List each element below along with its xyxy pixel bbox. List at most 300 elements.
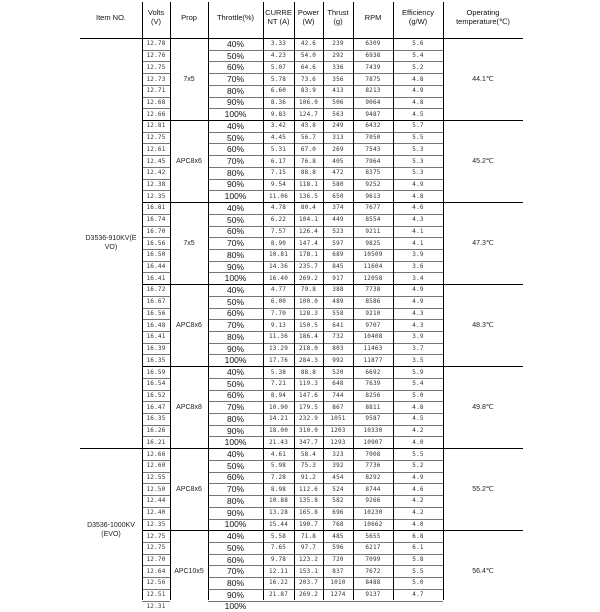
row-divider bbox=[208, 50, 443, 51]
column-divider bbox=[393, 2, 394, 600]
cell-volts: 12.75 bbox=[146, 134, 166, 142]
cell-rpm: 8488 bbox=[365, 579, 381, 587]
cell-efficiency: 5.3 bbox=[412, 145, 424, 153]
row-divider bbox=[208, 577, 443, 578]
cell-power: 91.2 bbox=[300, 473, 317, 481]
cell-rpm: 7875 bbox=[365, 75, 381, 83]
cell-thrust: 563 bbox=[332, 110, 344, 118]
cell-current: 5.07 bbox=[270, 63, 287, 71]
cell-efficiency: 3.6 bbox=[412, 263, 424, 271]
cell-rpm: 8256 bbox=[365, 391, 381, 399]
cell-power: 186.4 bbox=[298, 333, 319, 341]
cell-current: 21.43 bbox=[268, 438, 289, 446]
cell-thrust: 1274 bbox=[330, 591, 346, 599]
cell-current: 5.98 bbox=[270, 462, 287, 470]
cell-current: 14.36 bbox=[268, 263, 289, 271]
cell-efficiency: 4.6 bbox=[412, 485, 424, 493]
cell-volts: 16.35 bbox=[146, 356, 166, 364]
row-divider bbox=[208, 472, 443, 473]
cell-throttle: 80% bbox=[226, 85, 244, 96]
row-divider bbox=[142, 565, 170, 566]
cell-current: 9.78 bbox=[270, 556, 287, 564]
cell-throttle: 50% bbox=[226, 132, 244, 143]
cell-volts: 16.41 bbox=[146, 274, 166, 282]
cell-throttle: 40% bbox=[226, 120, 244, 131]
cell-throttle: 80% bbox=[226, 495, 244, 506]
cell-thrust: 580 bbox=[332, 180, 344, 188]
cell-power: 165.8 bbox=[298, 509, 319, 517]
cell-power: 232.9 bbox=[298, 415, 319, 423]
cell-rpm: 5655 bbox=[365, 532, 381, 540]
cell-rpm: 8375 bbox=[365, 169, 381, 177]
cell-throttle: 90% bbox=[226, 589, 244, 600]
cell-thrust: 249 bbox=[332, 122, 344, 130]
cell-current: 21.87 bbox=[268, 591, 289, 599]
row-divider bbox=[208, 436, 443, 437]
cell-current: 13.29 bbox=[268, 345, 289, 353]
cell-thrust: 696 bbox=[332, 509, 344, 517]
cell-power: 106.0 bbox=[298, 98, 319, 106]
cell-power: 123.2 bbox=[298, 556, 319, 564]
cell-efficiency: 4.3 bbox=[412, 216, 424, 224]
row-divider bbox=[208, 132, 443, 133]
cell-efficiency: 4.8 bbox=[412, 98, 424, 106]
cell-power: 54.0 bbox=[300, 52, 317, 60]
cell-thrust: 768 bbox=[332, 520, 344, 528]
cell-power: 104.1 bbox=[298, 216, 319, 224]
column-divider bbox=[323, 2, 324, 600]
cell-power: 88.8 bbox=[300, 368, 317, 376]
column-divider bbox=[294, 2, 295, 600]
cell-efficiency: 4.5 bbox=[412, 415, 424, 423]
cell-power: 153.1 bbox=[298, 567, 319, 575]
cell-volts: 12.70 bbox=[146, 556, 166, 564]
cell-power: 235.7 bbox=[298, 263, 319, 271]
cell-throttle: 90% bbox=[226, 97, 244, 108]
row-divider bbox=[142, 261, 170, 262]
row-divider bbox=[142, 519, 170, 520]
cell-volts: 16.48 bbox=[146, 321, 166, 329]
cell-volts: 16.39 bbox=[146, 345, 166, 353]
header-efficiency: Efficiency (g/W) bbox=[402, 8, 434, 26]
row-divider bbox=[208, 179, 443, 180]
cell-current: 16.40 bbox=[268, 274, 289, 282]
cell-current: 10.90 bbox=[268, 403, 289, 411]
cell-thrust: 689 bbox=[332, 251, 344, 259]
cell-thrust: 744 bbox=[332, 391, 344, 399]
cell-thrust: 405 bbox=[332, 157, 344, 165]
cell-throttle: 70% bbox=[226, 238, 244, 249]
cell-rpm: 7639 bbox=[365, 380, 381, 388]
row-divider bbox=[208, 85, 443, 86]
cell-efficiency: 4.6 bbox=[412, 204, 424, 212]
row-divider bbox=[142, 308, 170, 309]
cell-volts: 12.35 bbox=[146, 192, 166, 200]
cell-throttle: 60% bbox=[226, 390, 244, 401]
motor-item-label: D3536-910KV(EVO) bbox=[85, 235, 137, 252]
row-divider bbox=[208, 390, 443, 391]
cell-volts: 16.59 bbox=[146, 368, 166, 376]
operating-temperature-value: 47.3℃ bbox=[472, 239, 494, 247]
row-divider bbox=[142, 354, 170, 355]
cell-thrust: 558 bbox=[332, 309, 344, 317]
row-divider bbox=[208, 519, 443, 520]
header-operating-temperature: Operating temperature(℃) bbox=[456, 8, 510, 26]
row-divider bbox=[142, 319, 170, 320]
cell-current: 4.78 bbox=[270, 204, 287, 212]
row-divider bbox=[208, 425, 443, 426]
cell-throttle: 100% bbox=[224, 273, 247, 284]
cell-volts: 12.64 bbox=[146, 567, 166, 575]
cell-thrust: 413 bbox=[332, 87, 344, 95]
cell-rpm: 8213 bbox=[365, 87, 381, 95]
cell-rpm: 11877 bbox=[363, 356, 383, 364]
row-divider bbox=[208, 97, 443, 98]
cell-rpm: 6692 bbox=[365, 368, 381, 376]
cell-throttle: 100% bbox=[224, 601, 247, 612]
cell-current: 7.57 bbox=[270, 227, 287, 235]
cell-rpm: 6938 bbox=[365, 52, 381, 60]
column-divider bbox=[263, 2, 264, 600]
group-divider bbox=[142, 202, 523, 203]
cell-volts: 12.55 bbox=[146, 473, 166, 481]
cell-power: 135.8 bbox=[298, 497, 319, 505]
cell-rpm: 7672 bbox=[365, 567, 381, 575]
row-divider bbox=[208, 354, 443, 355]
cell-current: 3.33 bbox=[270, 40, 287, 48]
cell-efficiency: 4.9 bbox=[412, 298, 424, 306]
row-divider bbox=[142, 343, 170, 344]
cell-current: 7.15 bbox=[270, 169, 287, 177]
cell-efficiency: 4.0 bbox=[412, 438, 424, 446]
cell-efficiency: 5.3 bbox=[412, 157, 424, 165]
cell-volts: 16.56 bbox=[146, 309, 166, 317]
header-volts: Volts (V) bbox=[147, 8, 165, 26]
cell-rpm: 9487 bbox=[365, 110, 381, 118]
cell-thrust: 313 bbox=[332, 134, 344, 142]
cell-volts: 16.54 bbox=[146, 380, 166, 388]
cell-efficiency: 3.5 bbox=[412, 356, 424, 364]
cell-volts: 12.75 bbox=[146, 544, 166, 552]
cell-volts: 12.73 bbox=[146, 75, 166, 83]
cell-volts: 16.47 bbox=[146, 403, 166, 411]
cell-efficiency: 4.1 bbox=[412, 239, 424, 247]
cell-thrust: 336 bbox=[332, 63, 344, 71]
cell-thrust: 992 bbox=[332, 356, 344, 364]
operating-temperature-value: 48.3℃ bbox=[472, 321, 494, 329]
row-divider bbox=[208, 108, 443, 109]
row-divider bbox=[142, 61, 170, 62]
cell-power: 136.5 bbox=[298, 192, 319, 200]
cell-efficiency: 4.9 bbox=[412, 180, 424, 188]
cell-thrust: 648 bbox=[332, 380, 344, 388]
cell-throttle: 50% bbox=[226, 50, 244, 61]
row-divider bbox=[142, 413, 170, 414]
cell-thrust: 239 bbox=[332, 40, 344, 48]
cell-thrust: 323 bbox=[332, 450, 344, 458]
cell-rpm bbox=[353, 601, 393, 612]
cell-efficiency: 5.7 bbox=[412, 122, 424, 130]
row-divider bbox=[208, 507, 443, 508]
cell-throttle: 40% bbox=[226, 367, 244, 378]
cell-efficiency: 4.5 bbox=[412, 110, 424, 118]
cell-efficiency: 5.4 bbox=[412, 380, 424, 388]
cell-rpm: 7738 bbox=[365, 286, 381, 294]
row-divider bbox=[142, 226, 170, 227]
row-divider bbox=[142, 425, 170, 426]
cell-throttle: 80% bbox=[226, 167, 244, 178]
cell-current: 18.00 bbox=[268, 427, 289, 435]
cell-current: 6.17 bbox=[270, 157, 287, 165]
cell-efficiency: 5.2 bbox=[412, 63, 424, 71]
cell-efficiency: 5.6 bbox=[412, 40, 424, 48]
cell-rpm: 9252 bbox=[365, 180, 381, 188]
cell-current: 4.45 bbox=[270, 134, 287, 142]
cell-throttle: 70% bbox=[226, 484, 244, 495]
cell-power: 75.3 bbox=[300, 462, 317, 470]
cell-throttle: 40% bbox=[226, 449, 244, 460]
cell-current: 5.58 bbox=[270, 532, 287, 540]
row-divider bbox=[142, 495, 170, 496]
operating-temperature-value: 55.2℃ bbox=[472, 485, 494, 493]
cell-efficiency: 5.0 bbox=[412, 579, 424, 587]
cell-power: 80.4 bbox=[300, 204, 317, 212]
cell-power: 126.4 bbox=[298, 227, 319, 235]
row-divider bbox=[142, 542, 170, 543]
cell-throttle: 50% bbox=[226, 542, 244, 553]
cell-power: 67.0 bbox=[300, 145, 317, 153]
cell-efficiency: 4.1 bbox=[412, 227, 424, 235]
cell-efficiency: 4.9 bbox=[412, 286, 424, 294]
cell-volts: 16.56 bbox=[146, 239, 166, 247]
cell-throttle: 90% bbox=[226, 179, 244, 190]
cell-thrust: 732 bbox=[332, 333, 344, 341]
cell-volts: 12.35 bbox=[146, 520, 166, 528]
row-divider bbox=[208, 589, 443, 590]
cell-power: 347.7 bbox=[298, 438, 319, 446]
cell-power: 190.7 bbox=[298, 520, 319, 528]
cell-volts: 16.26 bbox=[146, 427, 166, 435]
row-divider bbox=[142, 143, 170, 144]
cell-rpm: 9211 bbox=[365, 227, 381, 235]
cell-volts: 12.45 bbox=[146, 157, 166, 165]
cell-volts: 12.44 bbox=[146, 497, 166, 505]
row-divider bbox=[142, 296, 170, 297]
cell-power: 64.6 bbox=[300, 63, 317, 71]
cell-rpm: 6432 bbox=[365, 122, 381, 130]
cell-volts: 12.40 bbox=[146, 509, 166, 517]
cell-efficiency bbox=[393, 601, 443, 612]
cell-volts: 12.38 bbox=[146, 180, 166, 188]
row-divider bbox=[142, 331, 170, 332]
row-divider bbox=[208, 155, 443, 156]
cell-thrust: 596 bbox=[332, 544, 344, 552]
cell-current: 5.31 bbox=[270, 145, 287, 153]
row-divider bbox=[142, 507, 170, 508]
cell-rpm: 8586 bbox=[365, 298, 381, 306]
cell-throttle: 40% bbox=[226, 531, 244, 542]
header-thrust: Thrust (g) bbox=[327, 8, 349, 26]
cell-efficiency: 4.7 bbox=[412, 591, 424, 599]
group-divider bbox=[142, 120, 523, 121]
cell-throttle: 80% bbox=[226, 577, 244, 588]
cell-efficiency: 4.3 bbox=[412, 321, 424, 329]
cell-volts: 12.76 bbox=[146, 52, 166, 60]
header-prop: Prop bbox=[181, 12, 197, 22]
cell-thrust: 449 bbox=[332, 216, 344, 224]
group-divider bbox=[142, 284, 523, 285]
column-divider bbox=[208, 2, 209, 600]
row-divider bbox=[208, 272, 443, 273]
row-divider bbox=[142, 50, 170, 51]
row-divider bbox=[142, 577, 170, 578]
cell-efficiency: 4.3 bbox=[412, 309, 424, 317]
cell-current: 7.28 bbox=[270, 473, 287, 481]
cell-rpm: 9707 bbox=[365, 321, 381, 329]
group-divider bbox=[142, 530, 523, 531]
cell-throttle: 70% bbox=[226, 74, 244, 85]
cell-power: 43.8 bbox=[300, 122, 317, 130]
cell-power: 150.5 bbox=[298, 321, 319, 329]
cell-thrust: 597 bbox=[332, 239, 344, 247]
header-current: CURRE NT (A) bbox=[265, 8, 292, 26]
cell-power: 147.4 bbox=[298, 239, 319, 247]
cell-current bbox=[263, 601, 294, 612]
cell-volts: 16.74 bbox=[146, 216, 166, 224]
cell-power: 269.2 bbox=[298, 274, 319, 282]
cell-volts: 12.75 bbox=[146, 63, 166, 71]
row-divider bbox=[142, 97, 170, 98]
cell-efficiency: 5.3 bbox=[412, 169, 424, 177]
cell-throttle: 50% bbox=[226, 378, 244, 389]
cell-volts: 16.21 bbox=[146, 438, 166, 446]
cell-volts: 12.50 bbox=[146, 485, 166, 493]
cell-efficiency: 5.5 bbox=[412, 450, 424, 458]
row-divider bbox=[208, 378, 443, 379]
cell-thrust: 1010 bbox=[330, 579, 346, 587]
cell-rpm: 7677 bbox=[365, 204, 381, 212]
cell-rpm: 10230 bbox=[363, 509, 383, 517]
cell-current: 17.76 bbox=[268, 356, 289, 364]
cell-thrust: 292 bbox=[332, 52, 344, 60]
prop-label: APC10x5 bbox=[174, 567, 204, 575]
cell-rpm: 9266 bbox=[365, 497, 381, 505]
column-divider bbox=[353, 2, 354, 600]
cell-volts: 16.44 bbox=[146, 263, 166, 271]
row-divider bbox=[142, 483, 170, 484]
cell-throttle: 60% bbox=[226, 472, 244, 483]
row-divider bbox=[142, 214, 170, 215]
operating-temperature-value: 49.8℃ bbox=[472, 403, 494, 411]
cell-power: 83.9 bbox=[300, 87, 317, 95]
row-divider bbox=[142, 554, 170, 555]
row-divider bbox=[208, 143, 443, 144]
cell-volts: 16.50 bbox=[146, 251, 166, 259]
row-divider bbox=[208, 296, 443, 297]
cell-efficiency: 5.5 bbox=[412, 134, 424, 142]
cell-rpm: 9587 bbox=[365, 415, 381, 423]
cell-current: 8.98 bbox=[270, 485, 287, 493]
cell-current: 9.83 bbox=[270, 110, 287, 118]
row-divider bbox=[142, 589, 170, 590]
cell-rpm: 10408 bbox=[363, 333, 383, 341]
cell-thrust: 269 bbox=[332, 145, 344, 153]
cell-throttle: 90% bbox=[226, 343, 244, 354]
cell-throttle: 40% bbox=[226, 202, 244, 213]
row-divider bbox=[208, 483, 443, 484]
cell-throttle: 100% bbox=[224, 519, 247, 530]
cell-power: 71.8 bbox=[300, 532, 317, 540]
prop-label: 7x5 bbox=[183, 75, 195, 83]
cell-current: 5.38 bbox=[270, 368, 287, 376]
cell-efficiency: 4.9 bbox=[412, 473, 424, 481]
row-divider bbox=[208, 249, 443, 250]
cell-power: 42.6 bbox=[300, 40, 317, 48]
cell-thrust: 485 bbox=[332, 532, 344, 540]
cell-current: 11.06 bbox=[268, 192, 289, 200]
header-throttle: Throttle(%) bbox=[216, 12, 255, 22]
cell-volts: 16.67 bbox=[146, 298, 166, 306]
cell-thrust: 917 bbox=[332, 274, 344, 282]
cell-rpm: 11463 bbox=[363, 345, 383, 353]
cell-power: 178.1 bbox=[298, 251, 319, 259]
row-divider bbox=[142, 108, 170, 109]
cell-thrust: 867 bbox=[332, 403, 344, 411]
cell-thrust: 374 bbox=[332, 204, 344, 212]
cell-rpm: 7964 bbox=[365, 157, 381, 165]
cell-rpm: 10907 bbox=[363, 438, 383, 446]
row-divider bbox=[208, 261, 443, 262]
cell-power: 119.3 bbox=[298, 380, 319, 388]
cell-efficiency: 3.4 bbox=[412, 274, 424, 282]
cell-rpm: 9210 bbox=[365, 309, 381, 317]
row-divider bbox=[142, 237, 170, 238]
cell-power: 203.7 bbox=[298, 579, 319, 587]
row-divider bbox=[142, 378, 170, 379]
cell-volts: 12.56 bbox=[146, 579, 166, 587]
row-divider bbox=[208, 237, 443, 238]
cell-volts: 16.70 bbox=[146, 227, 166, 235]
cell-power: 112.6 bbox=[298, 485, 319, 493]
cell-current: 6.00 bbox=[270, 298, 287, 306]
cell-volts: 16.72 bbox=[146, 286, 166, 294]
cell-rpm: 7736 bbox=[365, 462, 381, 470]
row-divider bbox=[208, 319, 443, 320]
cell-thrust bbox=[323, 601, 353, 612]
cell-throttle: 100% bbox=[224, 355, 247, 366]
cell-throttle: 80% bbox=[226, 331, 244, 342]
cell-volts: 12.42 bbox=[146, 169, 166, 177]
cell-rpm: 7099 bbox=[365, 556, 381, 564]
cell-power: 147.6 bbox=[298, 391, 319, 399]
cell-throttle: 50% bbox=[226, 296, 244, 307]
row-divider bbox=[208, 308, 443, 309]
cell-thrust: 489 bbox=[332, 298, 344, 306]
cell-power: 179.5 bbox=[298, 403, 319, 411]
cell-throttle: 50% bbox=[226, 460, 244, 471]
operating-temperature-value: 44.1℃ bbox=[472, 75, 494, 83]
cell-rpm: 8292 bbox=[365, 473, 381, 481]
cell-current: 8.36 bbox=[270, 98, 287, 106]
row-divider bbox=[208, 331, 443, 332]
cell-rpm: 7050 bbox=[365, 134, 381, 142]
cell-current: 12.11 bbox=[268, 567, 289, 575]
cell-thrust: 520 bbox=[332, 368, 344, 376]
cell-rpm: 9825 bbox=[365, 239, 381, 247]
cell-throttle: 100% bbox=[224, 437, 247, 448]
cell-rpm: 9613 bbox=[365, 192, 381, 200]
cell-throttle: 90% bbox=[226, 425, 244, 436]
